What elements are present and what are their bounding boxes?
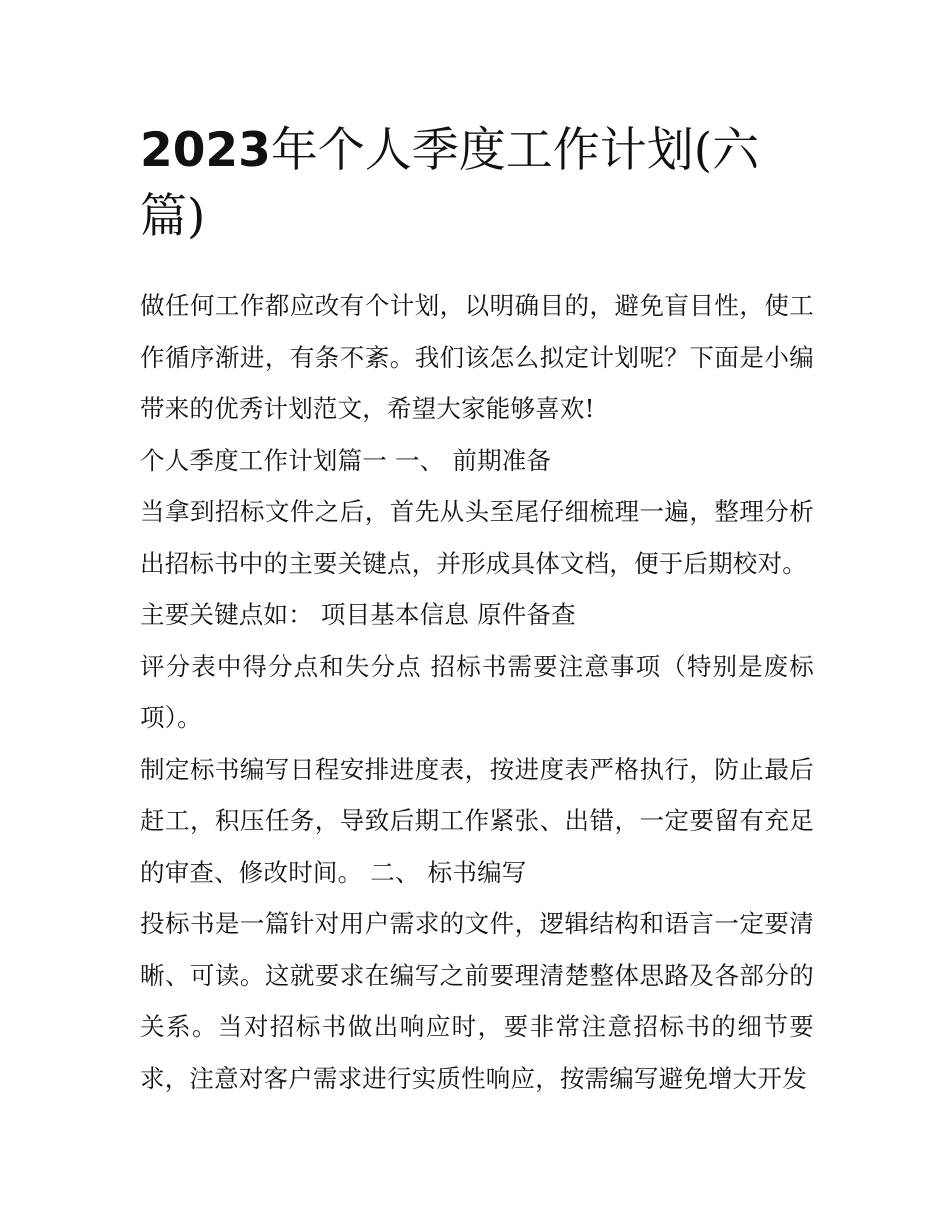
paragraph-schedule: 制定标书编写日程安排进度表，按进度表严格执行，防止最后赶工，积压任务，导致后期工作紧张、出错，一定要留有充足的审查、修改时间。 二、 标书编写 xyxy=(140,754,814,887)
paragraph-intro: 做任何工作都应改有个计划，以明确目的，避免盲目性，使工作循序渐进，有条不紊。我们该怎么拟定计划呢？下面是小编带来的优秀计划范文，希望大家能够喜欢! xyxy=(140,291,814,423)
title-text: 年个人季度工作计划(六篇) xyxy=(140,123,760,244)
document-body xyxy=(140,280,814,1104)
paragraph-preparation: 当拿到招标文件之后，首先从头至尾仔细梳理一遍，整理分析出招标书中的主要关键点，并形成具体文档，便于后期校对。 xyxy=(140,497,814,578)
paragraph-writing: 投标书是一篇针对用户需求的文件，逻辑结构和语言一定要清晰、可读。这就要求在编写之前要理清楚整体思路及各部分的关系。当对招标书做出响应时，要非常注意招标书的细节要求，注意对客户需求进行实质性响应，按需编写避免增大开发 xyxy=(140,909,814,1093)
document-title xyxy=(140,118,820,250)
paragraph-scoring: 评分表中得分点和失分点 招标书需要注意事项（特别是废标项）。 xyxy=(140,651,814,732)
title-year: 2023 xyxy=(140,123,271,178)
paragraph-key-points: 主要关键点如： 项目基本信息 原件备查 xyxy=(140,600,576,629)
paragraph-section-heading-1: 个人季度工作计划篇一 一、 前期准备 xyxy=(140,445,552,475)
